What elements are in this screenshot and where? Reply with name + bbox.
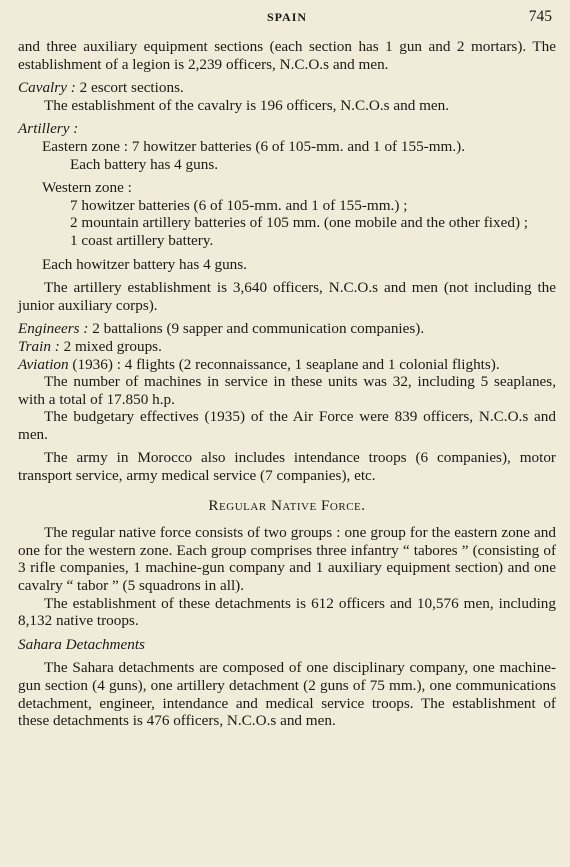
eastern-zone: Eastern zone : 7 howitzer batteries (6 of 105-mm. and 1 of 155-mm.). <box>42 137 466 155</box>
sahara-paragraph: The Sahara detachments are composed of one disciplinary company, one machine-gun section (4 guns), one artillery detachment (2 guns of 75 mm.), one communications detachment, engineer, intendance and medical service troops. The establishment of these detachments is 476 officers, N.C.O.s and men. <box>18 659 556 730</box>
running-title: SPAIN <box>266 10 308 24</box>
train-text: 2 mixed groups. <box>59 337 162 355</box>
regular-force-establishment: The establishment of these detachments is 612 officers and 10,576 men, including 8,132 native troops. <box>18 594 556 630</box>
aviation-line <box>18 356 556 374</box>
aviation-heading: Aviation <box>18 355 69 373</box>
cavalry-line <box>18 79 556 97</box>
intro-paragraph: and three auxiliary equipment sections (each section has 1 gun and 2 mortars). The establishment of a legion is 2,239 officers, N.C.O.s and men. <box>18 38 556 73</box>
train-heading: Train : <box>18 337 60 355</box>
artillery-heading: Artillery : <box>18 120 79 138</box>
howitzer-guns: Each howitzer battery has 4 guns. <box>42 255 247 273</box>
running-header <box>18 8 556 38</box>
western-zone: Western zone : <box>42 179 132 197</box>
aviation-budget: The budgetary effectives (1935) of the Air Force were 839 officers, N.C.O.s and men. <box>18 408 556 443</box>
cavalry-heading: Cavalry : <box>18 79 76 97</box>
cavalry-text: 2 escort sections. <box>75 79 184 97</box>
aviation-machines: The number of machines in service in these units was 32, including 5 seaplanes, with a total of 17.850 h.p. <box>18 373 556 408</box>
regular-force-paragraph: The regular native force consists of two groups : one group for the eastern zone and one for the western zone. Each group comprises three infantry “ tabores ” (consisting of 3 rifle companies, 1 machine-gun company and 1 auxiliary equipment section) and one cavalry “ tabor ” (5 squadrons in all). <box>18 524 556 595</box>
engineers-text: 2 battalions (9 sapper and communication companies). <box>88 320 425 338</box>
engineers-heading: Engineers : <box>18 320 89 338</box>
aviation-text: (1936) : 4 flights (2 reconnaissance, 1 seaplane and 1 colonial flights). <box>68 355 500 373</box>
eastern-guns: Each battery has 4 guns. <box>70 155 219 173</box>
train-line <box>18 338 556 356</box>
western-item-1: 7 howitzer batteries (6 of 105-mm. and 1 of 155-mm.) ; <box>70 196 408 214</box>
artillery-establishment: The artillery establishment is 3,640 officers, N.C.O.s and men (not including the junior auxiliary corps). <box>18 279 556 314</box>
sahara-heading: Sahara Detachments <box>18 635 145 653</box>
regular-native-force-heading: Regular Native Force. <box>208 496 366 514</box>
western-item-3: 1 coast artillery battery. <box>70 231 214 249</box>
western-item-2: 2 mountain artillery batteries of 105 mm. (one mobile and the other fixed) ; <box>70 214 529 232</box>
cavalry-establishment: The establishment of the cavalry is 196 officers, N.C.O.s and men. <box>44 96 450 114</box>
morocco-paragraph: The army in Morocco also includes intendance troops (6 companies), motor transport service, army medical service (7 companies), etc. <box>18 449 556 485</box>
engineers-line <box>18 320 556 338</box>
page-number: 745 <box>528 8 552 25</box>
